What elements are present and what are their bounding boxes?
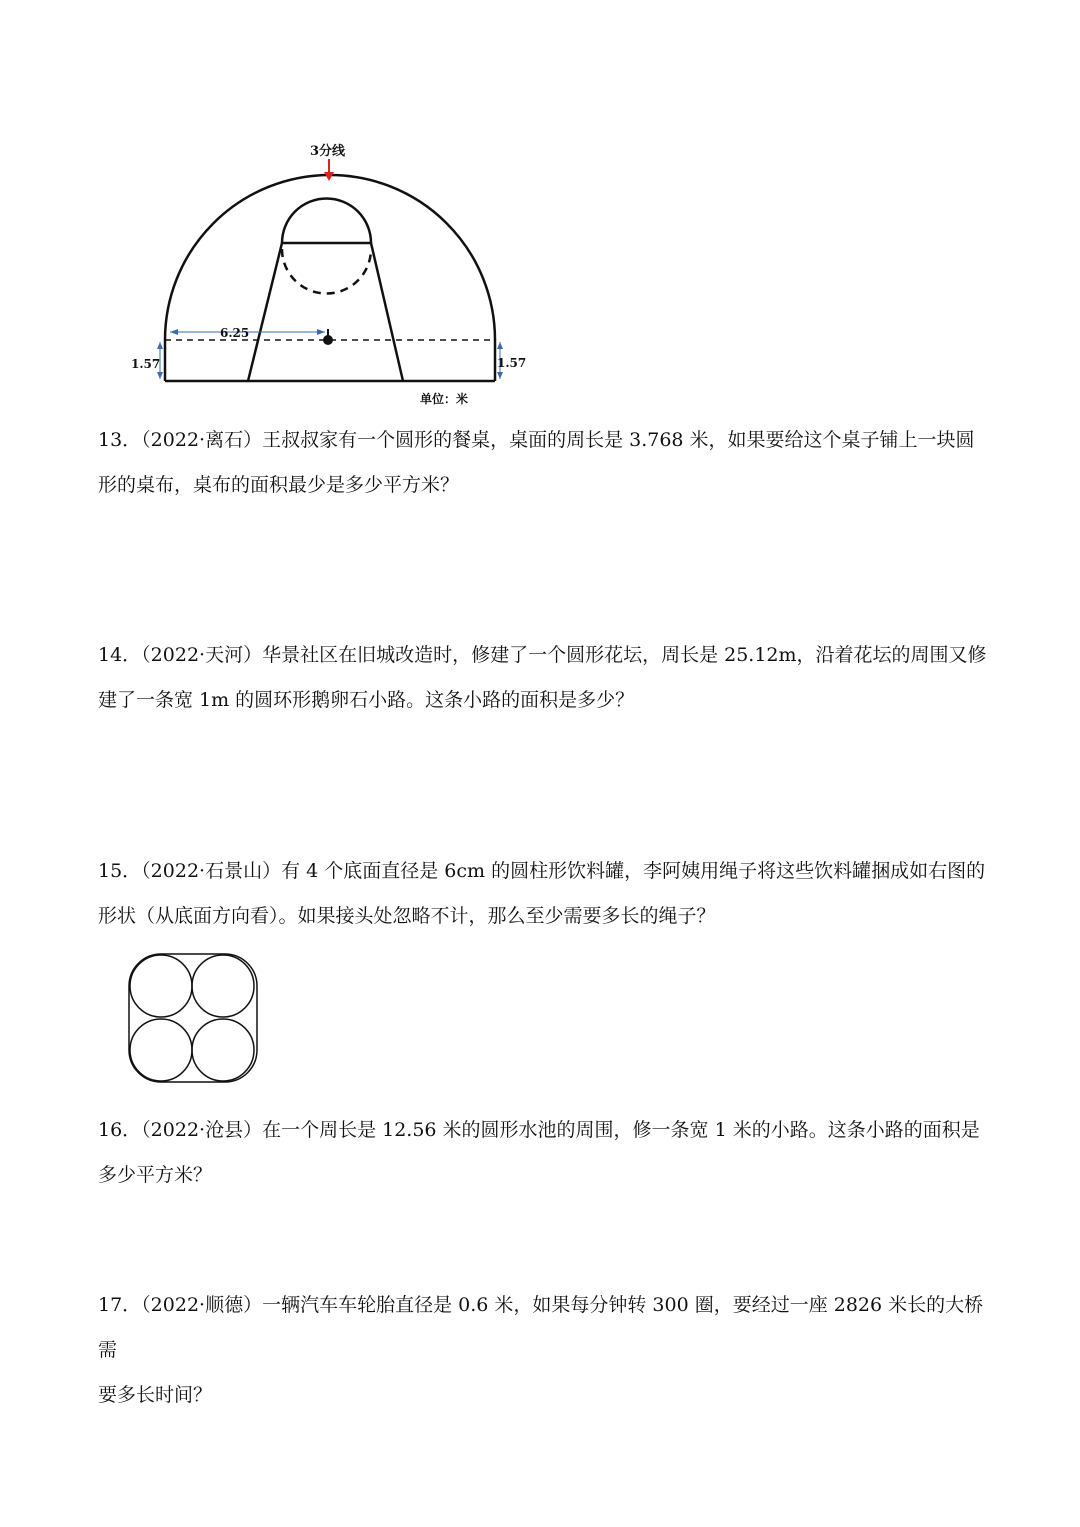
question-text-line: 多少平方米？ — [98, 1164, 213, 1186]
court-figure — [120, 135, 540, 415]
question-text-line: 15．（2022·石景山）有 4 个底面直径是 6cm 的圆柱形饮料罐，李阿姨用绳子将这些饮料罐捆成如右图的 — [98, 860, 986, 882]
dim-arrow-left-down — [157, 372, 163, 379]
rope-outline — [129, 954, 257, 1082]
three-point-arc — [165, 175, 495, 381]
question-text-line: 形状（从底面方向看）。如果接头处忽略不计，那么至少需要多长的绳子？ — [98, 905, 716, 927]
question-text-line: 形的桌布，桌布的面积最少是多少平方米？ — [98, 474, 460, 496]
question-text-line: 14．（2022·天河）华景社区在旧城改造时，修建了一个圆形花坛，周长是 25.12m，沿着花坛的周围又修 — [98, 644, 987, 666]
unit-label: 单位：米 — [420, 392, 469, 406]
can-circle — [130, 955, 192, 1017]
question-14 — [98, 633, 988, 723]
three-point-label: 3分线 — [310, 144, 346, 159]
dim-arrow-right — [317, 329, 325, 335]
question-text-line: 13．（2022·离石）王叔叔家有一个圆形的餐桌，桌面的周长是 3.768 米，如果要给这个桌子铺上一块圆 — [98, 429, 975, 451]
question-16 — [98, 1108, 988, 1198]
can-circle — [192, 1019, 254, 1081]
question-13 — [98, 418, 988, 508]
dim-arrow-left-up — [157, 342, 163, 349]
can-circle — [192, 955, 254, 1017]
free-throw-dashed-arc — [282, 249, 371, 294]
dim-arrow-right-down — [497, 372, 503, 379]
three-point-arrow-head — [324, 172, 334, 181]
question-text-line: 要多长时间？ — [98, 1384, 213, 1406]
dim-label-6-25: 6.25 — [220, 326, 250, 340]
question-17 — [98, 1283, 988, 1418]
question-text-line: 建了一条宽 1m 的圆环形鹅卵石小路。这条小路的面积是多少？ — [98, 689, 635, 711]
four-cans-figure — [125, 950, 265, 1090]
question-15 — [98, 849, 988, 939]
can-circle — [130, 1019, 192, 1081]
free-throw-arc — [282, 199, 371, 244]
question-text-line: 17．（2022·顺德）一辆汽车车轮胎直径是 0.6 米，如果每分钟转 300 圈，要经过一座 2826 米长的大桥需 — [98, 1294, 984, 1361]
dim-arrow-left — [170, 329, 178, 335]
dim-label-left-1-57: 1.57 — [131, 357, 161, 371]
dim-label-right-1-57: 1.57 — [497, 356, 527, 370]
question-text-line: 16．（2022·沧县）在一个周长是 12.56 米的圆形水池的周围，修一条宽 1 米的小路。这条小路的面积是 — [98, 1119, 980, 1141]
dim-arrow-right-up — [497, 342, 503, 349]
key-lane — [248, 243, 403, 381]
